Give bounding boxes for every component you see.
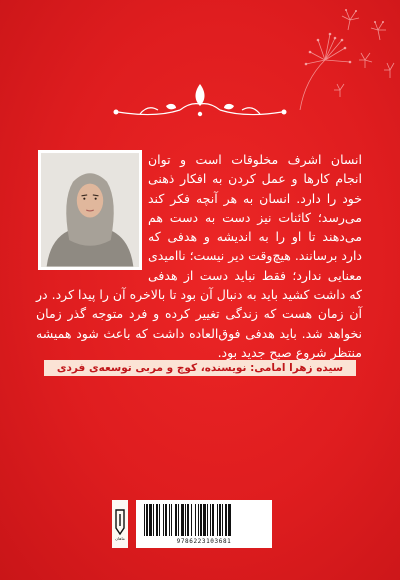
barcode-bar <box>144 504 145 536</box>
isbn-number: 9786223103681 <box>176 538 232 545</box>
barcode-bar <box>185 504 186 536</box>
barcode-bar <box>165 504 167 536</box>
barcode-bar <box>146 504 148 536</box>
barcode-bar <box>175 504 177 536</box>
barcode-bar <box>212 504 214 536</box>
barcode-bar <box>191 504 192 536</box>
barcode-bar <box>225 504 227 536</box>
barcode-bar <box>210 504 211 536</box>
barcode-bar <box>178 504 179 536</box>
ornamental-divider-icon <box>110 80 290 124</box>
author-caption: سیده زهرا امامی: نویسنده، کوچ و مربی توسعه‌ی فردی <box>44 360 356 376</box>
barcode-bar <box>156 504 158 536</box>
barcode-bar <box>203 504 206 536</box>
barcode-bar <box>149 504 152 536</box>
publisher-mark-icon <box>114 508 126 536</box>
barcode-bar <box>207 504 208 536</box>
barcode-bar <box>222 504 223 536</box>
photo-spacer <box>36 150 148 274</box>
barcode-bar <box>200 504 202 536</box>
barcode-bars <box>142 504 266 536</box>
author-bio <box>36 150 362 362</box>
publisher-name: ماهان <box>115 535 125 541</box>
barcode-bar <box>217 504 218 536</box>
publisher-logo <box>112 500 128 548</box>
barcode-bar <box>198 504 199 536</box>
barcode-bar <box>169 504 170 536</box>
isbn-barcode <box>136 500 272 548</box>
barcode-bar <box>187 504 189 536</box>
barcode-bar <box>181 504 184 536</box>
barcode-bar <box>163 504 164 536</box>
barcode-bar <box>228 504 231 536</box>
barcode-bar <box>153 504 154 536</box>
barcode-bar <box>159 504 160 536</box>
barcode-bar <box>195 504 196 536</box>
bio-text: انسان اشرف مخلوقات است و توان انجام کارها و عمل کردن به افکار ذهنی خود را دارد. انسان به هر آنچه فکر کند می‌رسد؛ کائنات نیز دست به دست هم می‌دهند تا او را به اندیشه و هدفی که دارد برسانند. هیچ‌وقت دیر نیست؛ ناامیدی معنایی ندارد؛ فقط نباید دست از هدفی که داشت کشید باید به دنبال آن بود تا بالاخره آن را پیدا کرد. در آن زمان هست که زندگی تغییر کرده و فرد متوجه گذر زمان نخواهد شد. باید هدفی فوق‌العاده داشت که باعث شود همیشه منتظر شروع صبح جدید بود. <box>36 152 362 360</box>
barcode-bar <box>219 504 221 536</box>
barcode-bar <box>171 504 172 536</box>
